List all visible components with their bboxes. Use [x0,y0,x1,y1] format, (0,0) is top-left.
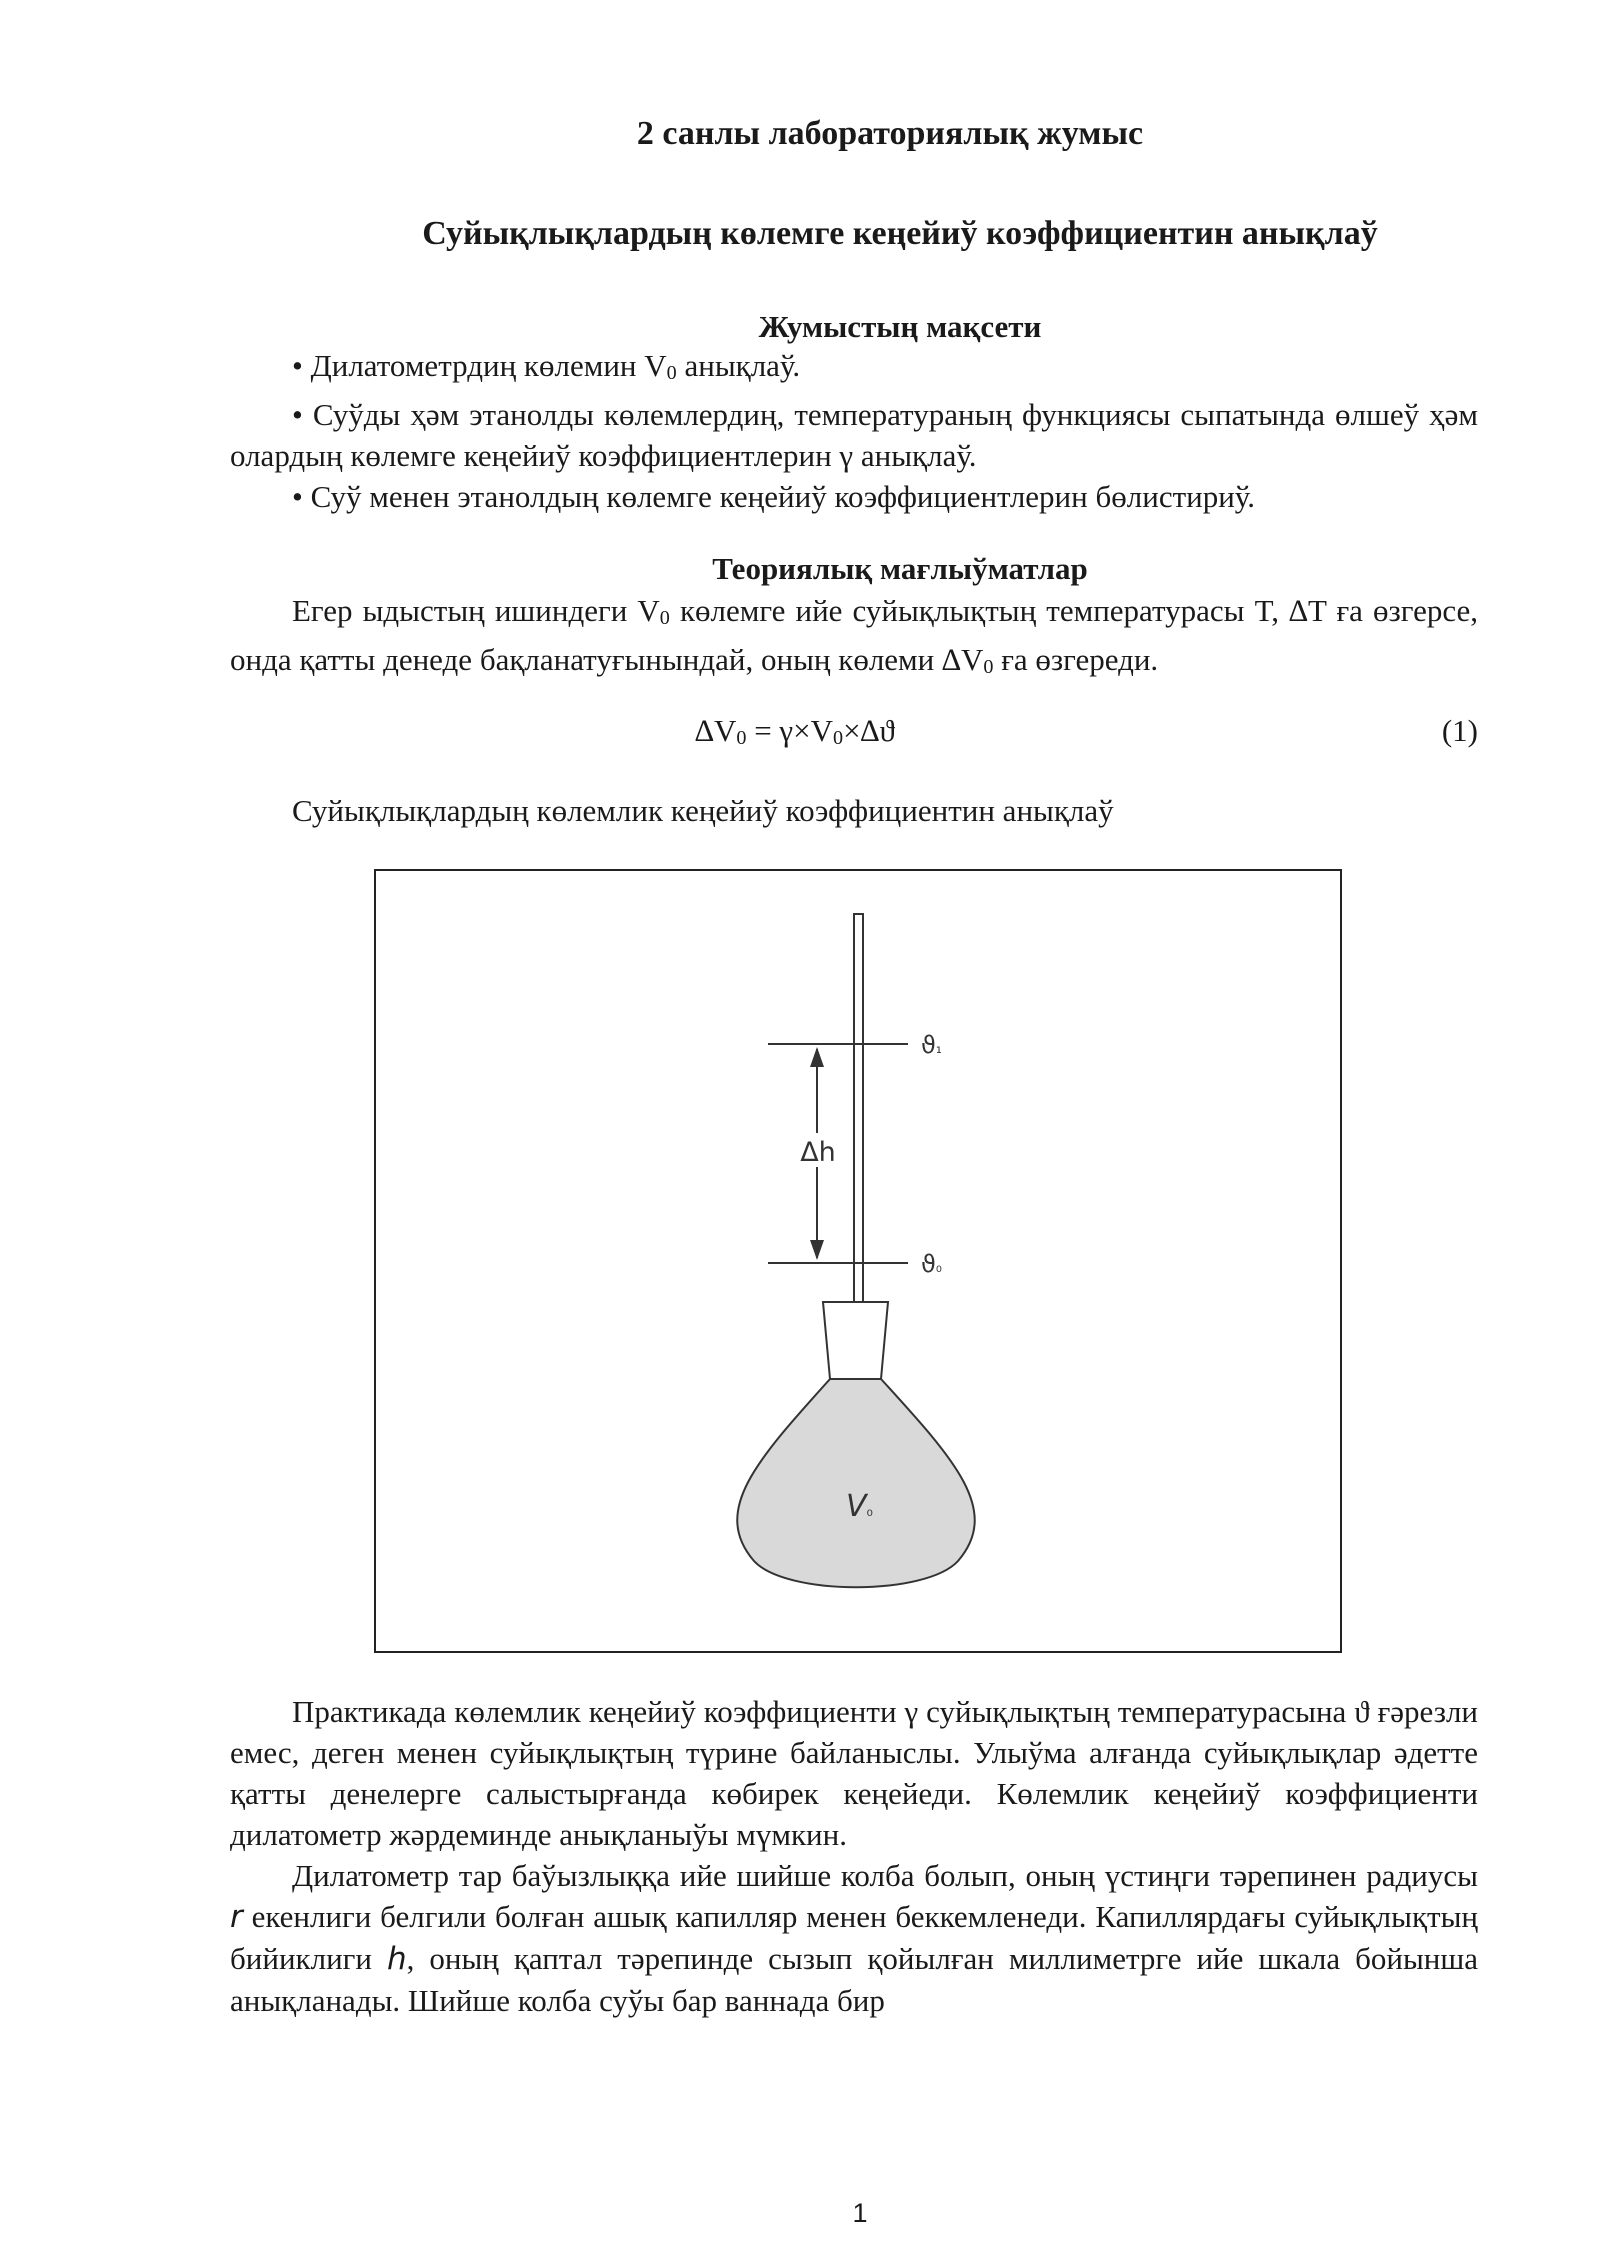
formula-number: (1) [1441,713,1478,748]
flask-stopper [823,1302,888,1379]
arrow-down-icon [810,1240,824,1260]
capillary-tube [854,914,863,1302]
formula-expression: $\Delta V_0 = \gamma\times V_0\times\Delta ϑ$ [695,713,895,750]
goals-list [230,345,1478,517]
theta-top-label: ϑ₁ [921,1031,942,1059]
theory-paragraph: Егер ыдыстың ишиндеги $V_0$ көлемге ийе суйықлықтың температурасы T, ∆T ға өзгерсе, онда қатты денеде бақланатуғынындай, оның көлеми $\Delta V_0$ ға өзгереди. [230,593,1478,679]
delta-h-label: Δh [800,1137,836,1168]
page-number: 1 [852,2198,868,2228]
paragraph-practice: Практикада көлемлик кеңейиў коэффициенти γ суйықлықтың температурасына ϑ ғәрезли емес, деген менен суйықлықтың түрине байланыслы. Улыўма алғанда суйықлықлар әдетте қатты денелерге салыстырғанда көбирек кеңейеди. Көлемлик кеңейиў коэффициенти дилатометр жәрдеминде анықланыўы мүмкин. [230,1694,1478,1852]
goal-item-2: • Суўды ҳәм этанолды көлемлердиң, температураның функциясы сыпатында өлшеў ҳәм олардың көлемге кеңейиў коэффициентлерин γ анықлаў. [230,397,1478,474]
theta-bottom-label: ϑ₀ [921,1250,942,1278]
lab-title: 2 санлы лабораториялық жумыс [636,115,1144,152]
arrow-up-icon [810,1047,824,1067]
method-subheading: Суйықлықлардың көлемлик кеңейиў коэффициентин анықлаў [292,793,1114,828]
goal-item-3: • Суў менен этанолдың көлемге кеңейиў коэффициентлерин бөлистириў. [292,479,1255,515]
flask-bulb [737,1379,974,1587]
theory-heading: Теориялық мағлыўматлар [712,551,1088,586]
goals-heading: Жумыстың мақсети [758,309,1042,344]
dilatometer-figure [374,869,1342,1653]
paragraph-dilatometer: Дилатометр тар баўызлыққа ийе шийше колба болып, оның үстиңги тәрепинен радиусы r екенлиги белгили болған ашық капилляр менен беккемленеди. Капиллярдағы суйықлықтың бийиклиги h, оның қаптал тәрепинде сызып қойылған миллиметрге ийе шкала бойынша анықланады. Шийше колба суўы бар ваннада бир [230,1858,1479,2018]
dilatometer-diagram [376,871,1340,1651]
goal-item-1: • Дилатометрдиң көлемин $V_0$ анықлаў. [292,348,801,385]
volume-label: V₀ [846,1489,873,1524]
work-title: Суйықлықлардың көлемге кеңейиў коэффициентин анықлаў [422,215,1378,252]
